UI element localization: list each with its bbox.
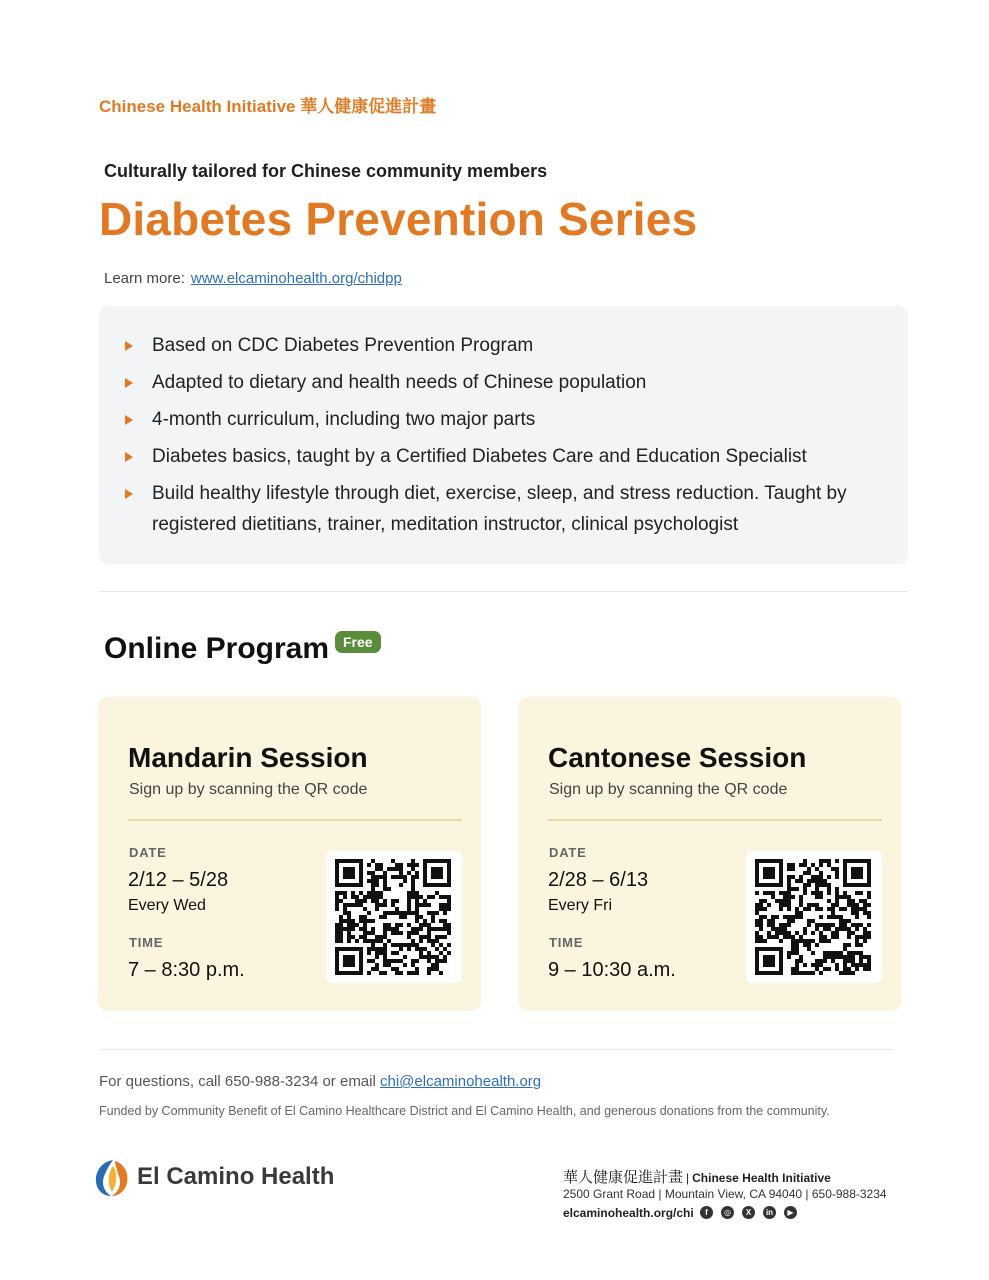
feature-item: Diabetes basics, taught by a Certified Diabetes Care and Education Specialist (121, 441, 891, 472)
funding-note: Funded by Community Benefit of El Camino Healthcare District and El Camino Health, and generous donations from the community. (99, 1104, 830, 1118)
learn-more-link[interactable]: www.elcaminohealth.org/chidpp (190, 270, 402, 287)
learn-more (104, 270, 402, 287)
page-title: Diabetes Prevention Series (99, 193, 698, 245)
session-title: Cantonese Session (548, 742, 807, 773)
qr-code-icon[interactable] (326, 851, 462, 983)
org-title: Chinese Health Initiative 華人健康促進計畫 (99, 97, 437, 116)
time-label: TIME (549, 935, 584, 950)
cantonese-session-card (518, 697, 901, 1011)
session-signup-text: Sign up by scanning the QR code (549, 781, 788, 798)
facebook-icon[interactable]: f (700, 1206, 713, 1219)
features-box (99, 306, 908, 564)
session-weekday: Every Fri (548, 897, 612, 914)
bullet-arrow-icon (125, 378, 133, 388)
contact-line (99, 1073, 541, 1090)
feature-item: Build healthy lifestyle through diet, exercise, sleep, and stress reduction. Taught by registered dietitians, trainer, meditation instructor, clinical psychologist (121, 478, 891, 540)
footer-separator: | (686, 1171, 690, 1185)
contact-text: For questions, call 650-988-3234 or email (99, 1073, 380, 1090)
logo-text: El Camino Health (137, 1163, 335, 1190)
mandarin-session-card (98, 697, 481, 1011)
footer-chinese-name: 華人健康促進計畫 (563, 1169, 684, 1186)
session-time: 9 – 10:30 a.m. (548, 959, 676, 981)
subtitle: Culturally tailored for Chinese community members (104, 161, 548, 181)
session-dates: 2/12 – 5/28 (128, 869, 229, 891)
instagram-icon[interactable]: ◎ (721, 1206, 734, 1219)
bullet-arrow-icon (125, 415, 133, 425)
footer-org-name (563, 1166, 831, 1187)
el-camino-logo (93, 1158, 333, 1198)
x-icon[interactable]: X (742, 1206, 755, 1219)
bullet-arrow-icon (125, 489, 133, 499)
date-label: DATE (549, 845, 587, 860)
card-divider (128, 819, 462, 821)
feature-item: Based on CDC Diabetes Prevention Program (121, 330, 891, 361)
footer-divider (99, 1049, 894, 1050)
footer-address: 2500 Grant Road | Mountain View, CA 94040 | 650-988-3234 (563, 1187, 887, 1201)
feature-item: 4-month curriculum, including two major parts (121, 404, 891, 435)
feature-item: Adapted to dietary and health needs of Chinese population (121, 367, 891, 398)
logo-mark-icon (93, 1158, 131, 1198)
bullet-arrow-icon (125, 341, 133, 351)
footer-site-link[interactable]: elcaminohealth.org/chi (563, 1206, 694, 1220)
footer-english-name: Chinese Health Initiative (692, 1171, 831, 1185)
session-time: 7 – 8:30 p.m. (128, 959, 245, 981)
date-label: DATE (129, 845, 167, 860)
session-dates: 2/28 – 6/13 (548, 869, 649, 891)
youtube-icon[interactable]: ▶ (784, 1206, 797, 1219)
social-links (700, 1206, 797, 1219)
session-title: Mandarin Session (128, 742, 368, 773)
time-label: TIME (129, 935, 164, 950)
features-list (121, 330, 891, 546)
learn-more-label: Learn more: (104, 270, 185, 287)
session-weekday: Every Wed (128, 897, 206, 914)
free-badge: Free (335, 631, 381, 653)
bullet-arrow-icon (125, 452, 133, 462)
program-heading: Online Program (104, 632, 330, 665)
card-divider (548, 819, 882, 821)
email-link[interactable]: chi@elcaminohealth.org (380, 1073, 542, 1090)
section-divider (99, 591, 908, 592)
linkedin-icon[interactable]: in (763, 1206, 776, 1219)
session-signup-text: Sign up by scanning the QR code (129, 781, 368, 798)
qr-code-icon[interactable] (746, 851, 882, 983)
